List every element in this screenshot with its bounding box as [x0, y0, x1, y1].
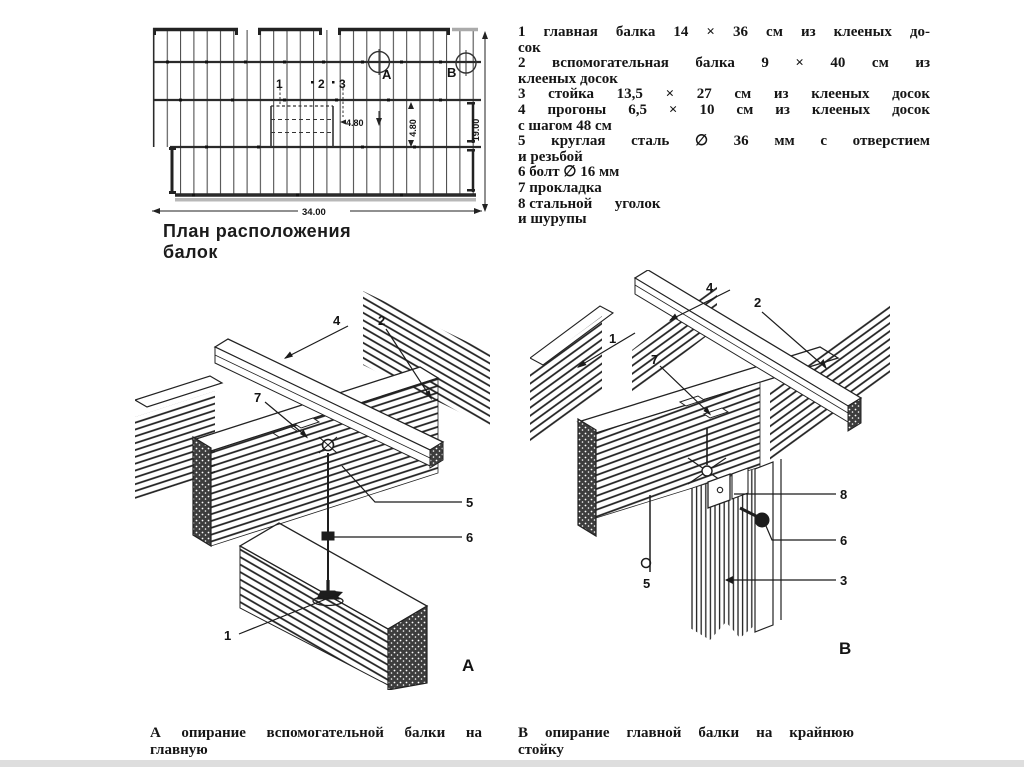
- callout-6: 6: [466, 530, 474, 545]
- legend-line: клееных досок: [518, 70, 618, 87]
- steel-rod-5: [642, 495, 651, 572]
- callout-7: 7: [651, 352, 659, 367]
- callout-4: 4: [333, 313, 341, 328]
- legend-line: 2 вспомогательная балка 9 × 40 см из: [518, 55, 930, 72]
- caption-a: [150, 725, 482, 758]
- detail-a-letter: А: [462, 656, 475, 675]
- legend-line: 7 прокладка: [518, 179, 602, 196]
- detail-a-drawing: [135, 285, 490, 690]
- bolt-6-nut: [322, 532, 334, 540]
- callout-5: 5: [466, 495, 474, 510]
- caption-a-line2: главную: [150, 741, 208, 758]
- legend-line: 6 болт ∅ 16 мм: [518, 164, 620, 181]
- caption-b: [518, 725, 854, 758]
- purlin-grid: [154, 30, 480, 196]
- svg-text:4.80: 4.80: [346, 118, 364, 128]
- legend: [518, 25, 930, 228]
- caption-b-line2: стойку: [518, 741, 564, 758]
- callout-1: 1: [224, 628, 232, 643]
- plan-mark-b: В: [447, 65, 457, 80]
- main-beam-1: [240, 523, 427, 690]
- svg-text:19.00: 19.00: [471, 118, 481, 142]
- callout-1: 1: [609, 331, 617, 346]
- callout-6: 6: [840, 533, 848, 548]
- plan-title: [163, 221, 351, 263]
- callout-8: 8: [840, 487, 848, 502]
- legend-line: и шурупы: [518, 211, 587, 228]
- plan-mark-1: 1: [276, 77, 283, 91]
- callout-2: 2: [378, 313, 386, 328]
- legend-line: и резьбой: [518, 148, 583, 165]
- callout-5: 5: [643, 576, 651, 591]
- caption-a-line1: А опирание вспомогательной балки на: [150, 725, 482, 741]
- legend-line: с шагом 48 см: [518, 117, 612, 134]
- caption-b-line1: В опирание главной балки на крайнюю: [518, 725, 854, 741]
- legend-line: 1 главная балка 14 × 36 см из клееных до-: [518, 24, 930, 40]
- legend-line: 5 круглая сталь ∅ 36 мм с отверстием: [518, 133, 930, 150]
- legend-line: 8 стальной уголок: [518, 195, 661, 212]
- plan-title-line1: План расположения: [163, 221, 352, 241]
- detail-b-drawing: [530, 270, 890, 680]
- legend-line: 4 прогоны 6,5 × 10 см из клееных досок: [518, 101, 930, 118]
- plan-mark-2: 2: [318, 77, 325, 91]
- plan-mark-a: А: [382, 67, 392, 82]
- legend-line: сок: [518, 39, 541, 56]
- dim-total-width: [152, 207, 482, 218]
- detail-b-letter: В: [839, 639, 852, 658]
- beam-layout-plan: [148, 18, 493, 218]
- legend-line: 3 стойка 13,5 × 27 см из клееных досок: [518, 86, 930, 103]
- callout-7: 7: [254, 390, 262, 405]
- callout-2: 2: [754, 295, 762, 310]
- plan-mark-3: 3: [339, 77, 346, 91]
- bottom-shadow: [175, 198, 476, 202]
- plan-title-line2: балок: [163, 242, 218, 262]
- svg-text:4.80: 4.80: [408, 119, 418, 137]
- svg-text:34.00: 34.00: [302, 207, 326, 218]
- page-bottom-strip: [0, 760, 1024, 767]
- callout-4: 4: [706, 280, 714, 295]
- callout-3: 3: [840, 573, 848, 588]
